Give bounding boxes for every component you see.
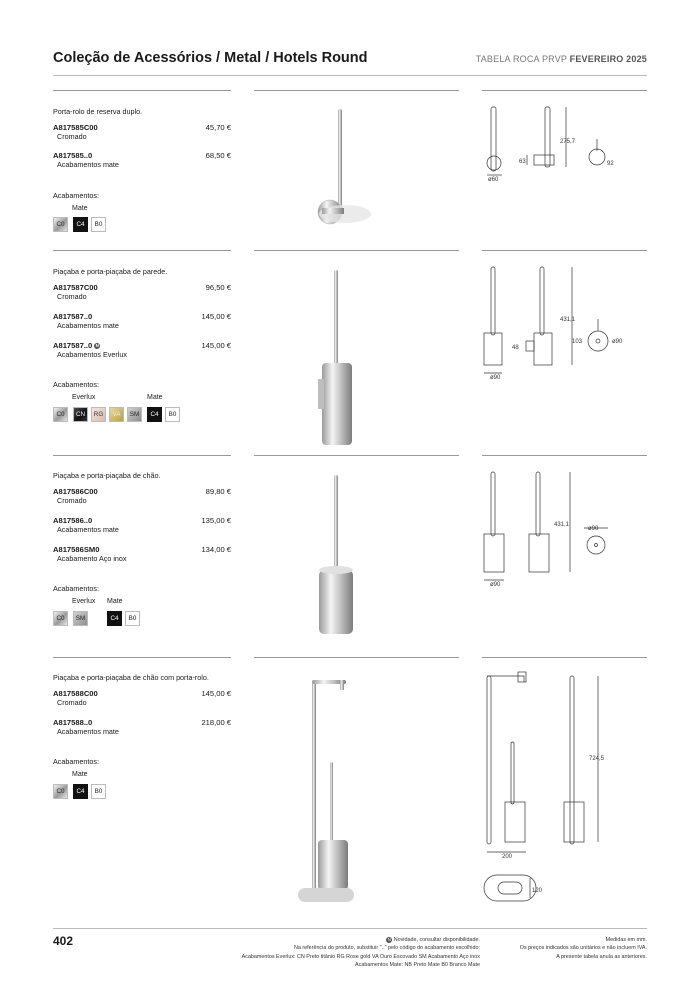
product-row <box>53 545 231 563</box>
tech-drawing-3 <box>474 460 654 655</box>
swatch-c0: C0 <box>53 784 68 799</box>
page-number: 402 <box>53 934 74 948</box>
product-code: A817587..0 <box>53 341 93 350</box>
dim-label: 724,5 <box>589 756 605 762</box>
product-finish: Acabamento Aço inox <box>57 554 127 563</box>
dim-label: 48 <box>512 345 519 351</box>
new-badge: N <box>95 343 99 348</box>
product-price: 145,00 € <box>201 341 231 350</box>
product-code: A817585..0 <box>53 151 93 160</box>
footer-note: Acabamentos Mate: NB Preto Mate B0 Branco Mate <box>355 962 480 969</box>
dim-label: ø90 <box>490 582 501 588</box>
product-price: 68,50 € <box>205 151 231 160</box>
dim-label: 200 <box>502 854 513 860</box>
swatch-c0: C0 <box>53 217 68 232</box>
tech-drawing-1 <box>474 95 654 245</box>
product-finish: Acabamentos mate <box>57 160 119 169</box>
tech-drawing-4 <box>474 662 654 922</box>
product-finish: Acabamentos mate <box>57 525 119 534</box>
price-table-label <box>476 54 647 64</box>
product-finish: Cromado <box>57 292 87 301</box>
finish-group-everlux: Everlux <box>72 598 96 605</box>
footer-note: Medidas em mm. <box>605 937 647 943</box>
product-price: 145,00 € <box>201 689 231 698</box>
dim-label: 431,1 <box>560 317 576 323</box>
product-finish: Acabamentos mate <box>57 727 119 736</box>
tabela-date: FEVEREIRO 2025 <box>569 54 647 64</box>
product-code: A817586..0 <box>53 516 93 525</box>
product-finish: Acabamentos Everlux <box>57 350 127 359</box>
swatch-c0: C0 <box>53 407 68 422</box>
section-divider <box>53 455 231 456</box>
product-row <box>53 123 231 141</box>
new-icon: N <box>387 936 391 942</box>
header-divider <box>53 75 647 76</box>
product-price: 45,70 € <box>205 123 231 132</box>
section-divider <box>254 657 459 658</box>
tech-drawing-2 <box>474 255 654 450</box>
product-row <box>53 718 231 736</box>
finish-group-everlux: Everlux <box>72 394 96 401</box>
product-price: 135,00 € <box>201 516 231 525</box>
section-divider <box>53 90 231 91</box>
section-divider <box>254 455 459 456</box>
section-divider <box>53 657 231 658</box>
section-divider <box>482 250 647 251</box>
finish-group-mate: Mate <box>107 598 123 605</box>
product-description: Piaçaba e porta-piaçaba de chão. <box>53 471 161 480</box>
product-price: 89,80 € <box>205 487 231 496</box>
product-finish: Cromado <box>57 496 87 505</box>
product-photo-floor-brush-with-roll-holder <box>254 662 459 922</box>
product-code: A817587C00 <box>53 283 98 292</box>
product-row <box>53 341 231 359</box>
product-description: Piaçaba e porta-piaçaba de parede. <box>53 267 168 276</box>
product-description: Piaçaba e porta-piaçaba de chão com porta-rolo. <box>53 673 209 682</box>
dim-label: 92 <box>607 161 614 167</box>
product-code: A817587..0 <box>53 312 93 321</box>
finishes-label: Acabamentos: <box>53 757 99 766</box>
product-price: 134,00 € <box>201 545 231 554</box>
product-row <box>53 689 231 707</box>
swatch-cn: CN <box>73 407 88 422</box>
section-divider <box>254 90 459 91</box>
product-row <box>53 151 231 169</box>
product-code: A817585C00 <box>53 123 98 132</box>
section-divider <box>482 455 647 456</box>
footer-note: Os preços indicados são unitários e não incluem IVA. <box>519 945 647 952</box>
section-divider <box>254 250 459 251</box>
product-price: 145,00 € <box>201 312 231 321</box>
footer-note: Na referência do produto, substituir ".." pelo código do acabamento escolhido: <box>293 945 480 952</box>
dim-label: ø90 <box>612 339 623 345</box>
swatch-b0: B0 <box>91 217 106 232</box>
product-description: Porta-rolo de reserva duplo. <box>53 107 143 116</box>
dim-label: 120 <box>532 888 543 894</box>
product-photo-floor-brush <box>254 460 459 655</box>
finishes-label: Acabamentos: <box>53 584 99 593</box>
dim-label: 63 <box>519 159 526 165</box>
finishes-label: Acabamentos: <box>53 380 99 389</box>
swatch-c4: C4 <box>73 784 88 799</box>
footer-divider <box>53 928 647 929</box>
page-title: Coleção de Acessórios / Metal / Hotels Round <box>53 50 368 66</box>
product-row <box>53 312 231 330</box>
dim-label: 431,1 <box>554 522 570 528</box>
product-finish: Cromado <box>57 132 87 141</box>
swatch-c4: C4 <box>73 217 88 232</box>
footer-note: Novidade, consultar disponibilidade. <box>393 937 480 943</box>
product-code: A817588C00 <box>53 689 98 698</box>
swatch-b0: B0 <box>125 611 140 626</box>
product-finish: Cromado <box>57 698 87 707</box>
swatch-sm: SM <box>127 407 142 422</box>
dim-label: ø60 <box>488 177 499 183</box>
finish-group-mate: Mate <box>72 205 88 212</box>
swatch-sm: SM <box>73 611 88 626</box>
finishes-label: Acabamentos: <box>53 191 99 200</box>
swatch-c4: C4 <box>107 611 122 626</box>
product-photo-double-roll-holder <box>254 95 459 245</box>
footer-note: A presente tabela anula as anteriores. <box>556 953 647 960</box>
product-code: A817588..0 <box>53 718 93 727</box>
footer-notes <box>242 936 480 970</box>
product-row <box>53 487 231 505</box>
section-divider <box>53 250 231 251</box>
swatch-va: VA <box>109 407 124 422</box>
product-finish: Acabamentos mate <box>57 321 119 330</box>
swatch-b0: B0 <box>165 407 180 422</box>
finish-group-mate: Mate <box>147 394 163 401</box>
tabela-prefix: TABELA ROCA PRVP <box>475 54 567 64</box>
product-photo-wall-brush <box>254 255 459 450</box>
section-divider <box>482 657 647 658</box>
finish-group-mate: Mate <box>72 771 88 778</box>
dim-label: ø90 <box>490 375 501 381</box>
footer-note: Acabamentos Everlux: CN Preto titânio RG Rose gold VA Ouro Escovado SM Acabamento Aço inox <box>241 953 480 960</box>
product-price: 96,50 € <box>205 283 231 292</box>
footer-legal <box>520 936 647 961</box>
product-row <box>53 516 231 534</box>
dim-label: 103 <box>572 339 583 345</box>
dim-label: ø90 <box>588 526 599 532</box>
swatch-rg: RG <box>91 407 106 422</box>
dim-label: 275,7 <box>560 139 576 145</box>
swatch-c4: C4 <box>147 407 162 422</box>
swatch-b0: B0 <box>91 784 106 799</box>
swatch-c0: C0 <box>53 611 68 626</box>
product-row <box>53 283 231 301</box>
product-code: A817586C00 <box>53 487 98 496</box>
product-code: A817586SM0 <box>53 545 100 554</box>
section-divider <box>482 90 647 91</box>
product-price: 218,00 € <box>201 718 231 727</box>
